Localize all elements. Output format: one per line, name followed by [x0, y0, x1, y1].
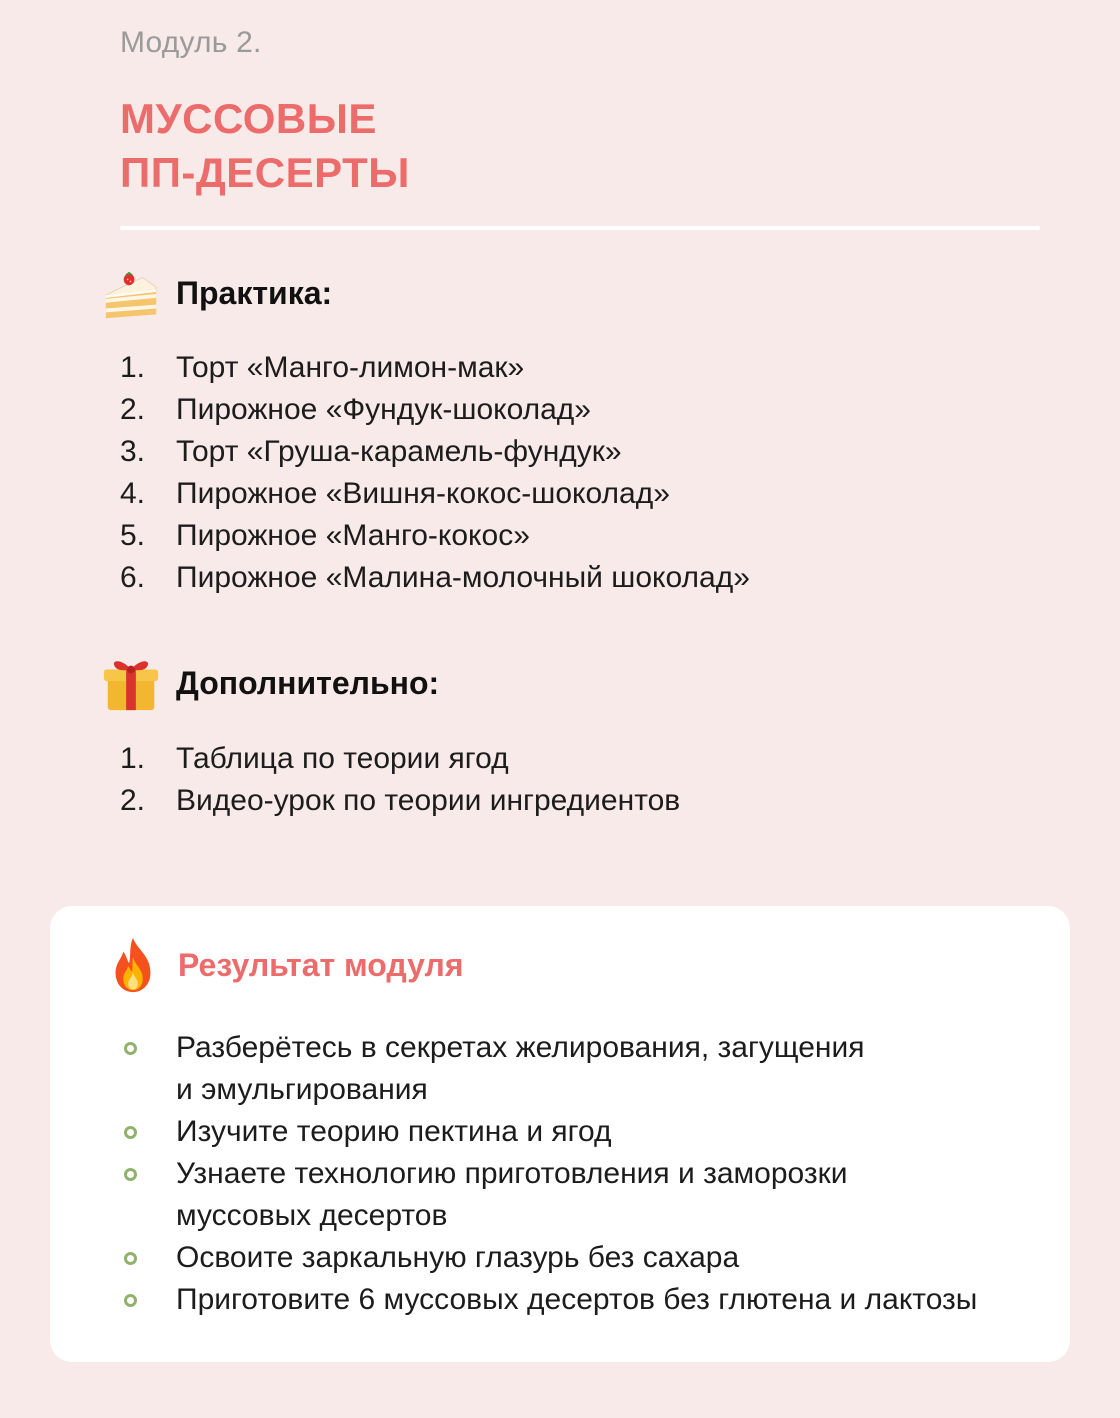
bullet-icon [122, 1279, 176, 1321]
extra-header [100, 652, 439, 714]
fire-icon [102, 934, 164, 996]
title-line-2: ПП-ДЕСЕРТЫ [120, 149, 410, 196]
practice-header [100, 262, 332, 324]
bullet-icon [122, 1237, 176, 1279]
list-item: 1. Торт «Манго-лимон-мак» [120, 351, 525, 384]
list-item: 6. Пирожное «Малина-молочный шоколад» [120, 561, 750, 594]
divider [120, 226, 1040, 230]
result-list [122, 1027, 977, 1321]
page-title [120, 92, 410, 200]
result-title: Результат модуля [178, 946, 464, 983]
gift-icon [100, 652, 162, 714]
list-item: Разберётесь в секретах желирования, загущения и эмульгирования [122, 1027, 977, 1111]
result-header [102, 934, 464, 996]
list-item: 3. Торт «Груша-карамель-фундук» [120, 435, 622, 468]
practice-title: Практика: [176, 274, 333, 311]
module-label: Модуль 2. [120, 26, 262, 59]
bullet-icon [122, 1153, 176, 1237]
list-item: Узнаете технологию приготовления и заморозки муссовых десертов [122, 1153, 977, 1237]
list-item: 1. Таблица по теории ягод [120, 742, 509, 775]
list-item: Приготовите 6 муссовых десертов без глютена и лактозы [122, 1279, 977, 1321]
list-item: 4. Пирожное «Вишня-кокос-шоколад» [120, 477, 670, 510]
cake-slice-icon [100, 262, 162, 324]
practice-list [120, 347, 750, 599]
extra-list [120, 738, 680, 822]
list-item: 2. Пирожное «Фундук-шоколад» [120, 393, 591, 426]
bullet-icon [122, 1111, 176, 1153]
list-item: 2. Видео-урок по теории ингредиентов [120, 784, 681, 817]
extra-title: Дополнительно: [176, 664, 440, 701]
result-card [50, 906, 1070, 1362]
list-item: Освоите заркальную глазурь без сахара [122, 1237, 977, 1279]
list-item: 5. Пирожное «Манго-кокос» [120, 519, 530, 552]
list-item: Изучите теорию пектина и ягод [122, 1111, 977, 1153]
bullet-icon [122, 1027, 176, 1111]
title-line-1: МУССОВЫЕ [120, 95, 377, 142]
